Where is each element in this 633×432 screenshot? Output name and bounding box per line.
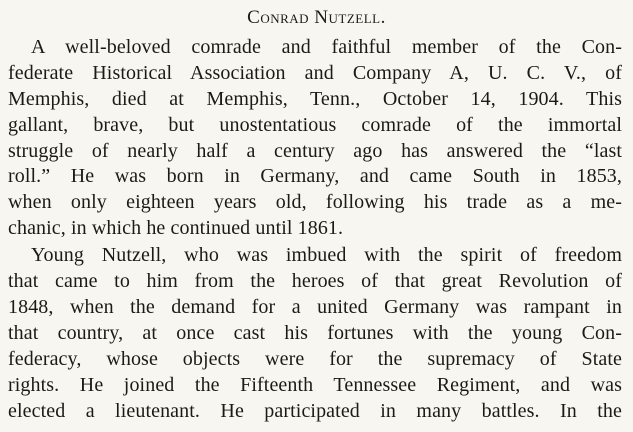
text-line: federacy, whose objects were for the supremacy of State bbox=[8, 348, 622, 370]
text-line: chanic, in which he continued until 1861. bbox=[8, 217, 344, 239]
text-line: 1848, when the demand for a united Germany was rampant in bbox=[8, 296, 622, 318]
text-line: roll.” He was born in Germany, and came South in 1853, bbox=[8, 165, 622, 187]
text-line: A well-beloved comrade and faithful member of the Con- bbox=[31, 36, 622, 58]
text-line: when only eighteen years old, following his trade as a me- bbox=[8, 191, 622, 213]
text-line: Memphis, died at Memphis, Tenn., October 14, 1904. This bbox=[8, 88, 622, 110]
text-line: that country, at once cast his fortunes with the young Con- bbox=[8, 322, 622, 344]
text-line: Young Nutzell, who was imbued with the spirit of freedom bbox=[31, 244, 622, 266]
text-line: rights. He joined the Fifteenth Tennessee Regiment, and was bbox=[8, 374, 622, 396]
text-line: struggle of nearly half a century ago has answered the “last bbox=[8, 140, 622, 162]
article-title: Conrad Nutzell. bbox=[247, 7, 386, 28]
text-line: federate Historical Association and Company A, U. C. V., of bbox=[8, 62, 622, 84]
text-line: elected a lieutenant. He participated in many battles. In the bbox=[8, 400, 622, 422]
text-line: that came to him from the heroes of that great Revolution of bbox=[8, 270, 622, 292]
text-line: gallant, brave, but unostentatious comrade of the immortal bbox=[8, 114, 622, 136]
